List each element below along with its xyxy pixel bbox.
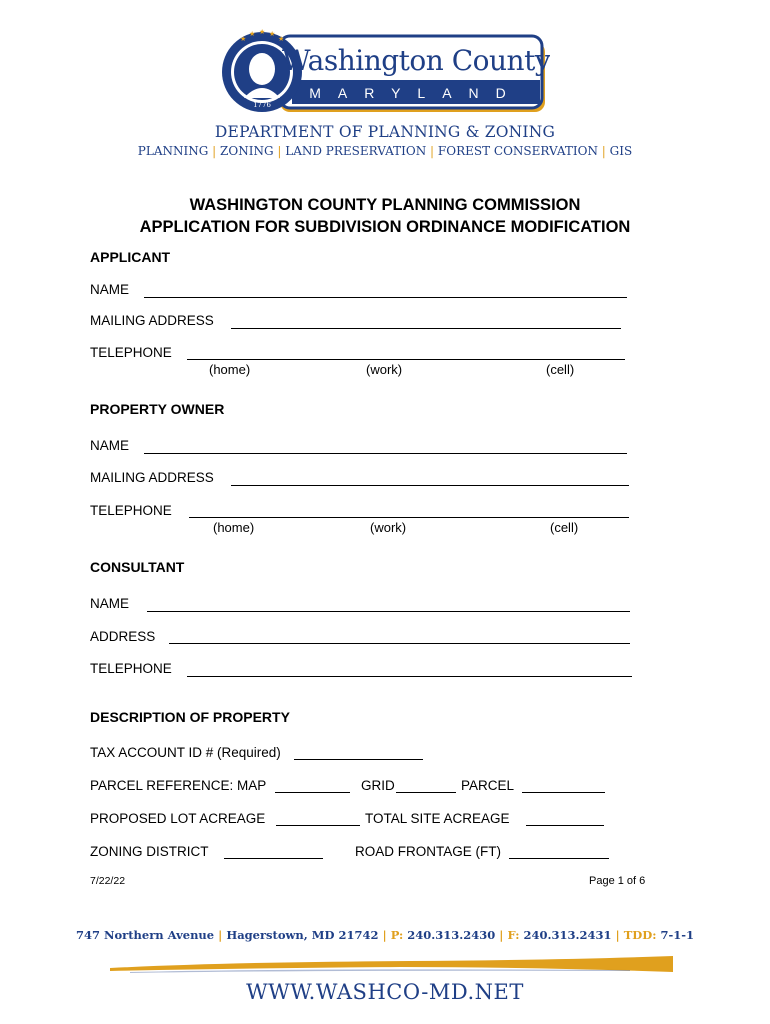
consultant-name-field[interactable] [147,611,630,612]
owner-cell-label: (cell) [550,520,579,535]
fax-number: 240.313.2431 [523,928,612,942]
grid-label: GRID [361,778,395,793]
zoning-district-field[interactable] [224,858,323,859]
applicant-mailing-field[interactable] [231,328,621,329]
consultant-telephone-label: TELEPHONE [90,661,172,676]
owner-heading: PROPERTY OWNER [90,401,225,417]
owner-name-field[interactable] [144,453,627,454]
site-acreage-label: TOTAL SITE ACREAGE [365,811,510,826]
tdd-number: 7-1-1 [660,928,695,942]
tdd-label: TDD: [623,928,657,942]
services-list: PLANNING | ZONING | LAND PRESERVATION | FOREST CONSERVATION | GIS [137,144,633,158]
parcel-reference-label: PARCEL REFERENCE: MAP [90,778,267,793]
applicant-work-label: (work) [366,362,403,377]
road-frontage-field[interactable] [509,858,609,859]
tax-account-label: TAX ACCOUNT ID # (Required) [90,745,281,760]
office-address: 747 Northern Avenue | Hagerstown, MD 21742 | P: 240.313.2430 | F: 240.313.2431 | TDD: 7-1-1 [75,928,695,942]
logo-name: Washington County [281,44,550,77]
site-acreage-field[interactable] [526,825,604,826]
county-logo [220,22,550,122]
phone-number: 240.313.2430 [407,928,496,942]
svg-text:★: ★ [240,35,247,43]
applicant-name-label: NAME [90,282,130,297]
road-frontage-label: ROAD FRONTAGE (FT) [355,844,501,859]
form-title-line1: WASHINGTON COUNTY PLANNING COMMISSION [189,196,581,214]
phone-label: P: [390,928,404,942]
consultant-address-field[interactable] [169,643,630,644]
owner-work-label: (work) [370,520,407,535]
service-zoning: ZONING [220,144,274,158]
parcel-label: PARCEL [461,778,515,793]
owner-telephone-field[interactable] [189,517,629,518]
department-name: DEPARTMENT OF PLANNING & ZONING [214,123,556,141]
svg-text:★: ★ [249,30,256,38]
zoning-district-label: ZONING DISTRICT [90,844,209,859]
consultant-telephone-field[interactable] [187,676,632,677]
address-street: 747 Northern Avenue [75,928,215,942]
applicant-mailing-label: MAILING ADDRESS [90,313,214,328]
map-field[interactable] [275,792,350,793]
website-link[interactable]: WWW.WASHCO-MD.NET [246,980,524,1004]
lot-acreage-label: PROPOSED LOT ACREAGE [90,811,266,826]
consultant-heading: CONSULTANT [90,559,185,575]
applicant-telephone-field[interactable] [187,359,625,360]
owner-name-label: NAME [90,438,130,453]
logo-year: 1776 [253,101,271,109]
svg-text:★: ★ [259,28,266,36]
parcel-field[interactable] [522,792,605,793]
applicant-cell-label: (cell) [546,362,575,377]
form-title [0,194,770,238]
owner-mailing-label: MAILING ADDRESS [90,470,214,485]
svg-text:★: ★ [278,35,285,43]
fax-label: F: [507,928,520,942]
property-heading: DESCRIPTION OF PROPERTY [90,709,290,725]
consultant-name-label: NAME [90,596,130,611]
address-city: Hagerstown, MD 21742 [226,928,379,942]
service-forest-conservation: FOREST CONSERVATION [437,144,598,158]
tax-account-field[interactable] [294,759,423,760]
service-land-preservation: LAND PRESERVATION [285,144,427,158]
page-number: Page 1 of 6 [589,875,646,887]
lot-acreage-field[interactable] [276,825,360,826]
owner-telephone-label: TELEPHONE [90,503,172,518]
applicant-home-label: (home) [209,362,251,377]
service-planning: PLANNING [137,144,209,158]
revision-date: 7/22/22 [90,875,126,887]
grid-field[interactable] [396,792,456,793]
applicant-heading: APPLICANT [90,249,171,265]
logo-state: MARYLAND [309,85,523,101]
applicant-telephone-label: TELEPHONE [90,345,172,360]
form-title-line2: APPLICATION FOR SUBDIVISION ORDINANCE MODIFICATION [139,218,631,236]
owner-mailing-field[interactable] [231,485,629,486]
svg-text:★: ★ [269,30,276,38]
service-gis: GIS [609,144,633,158]
owner-home-label: (home) [213,520,255,535]
consultant-address-label: ADDRESS [90,629,156,644]
applicant-name-field[interactable] [144,297,627,298]
footer-swoosh-divider [110,952,675,980]
